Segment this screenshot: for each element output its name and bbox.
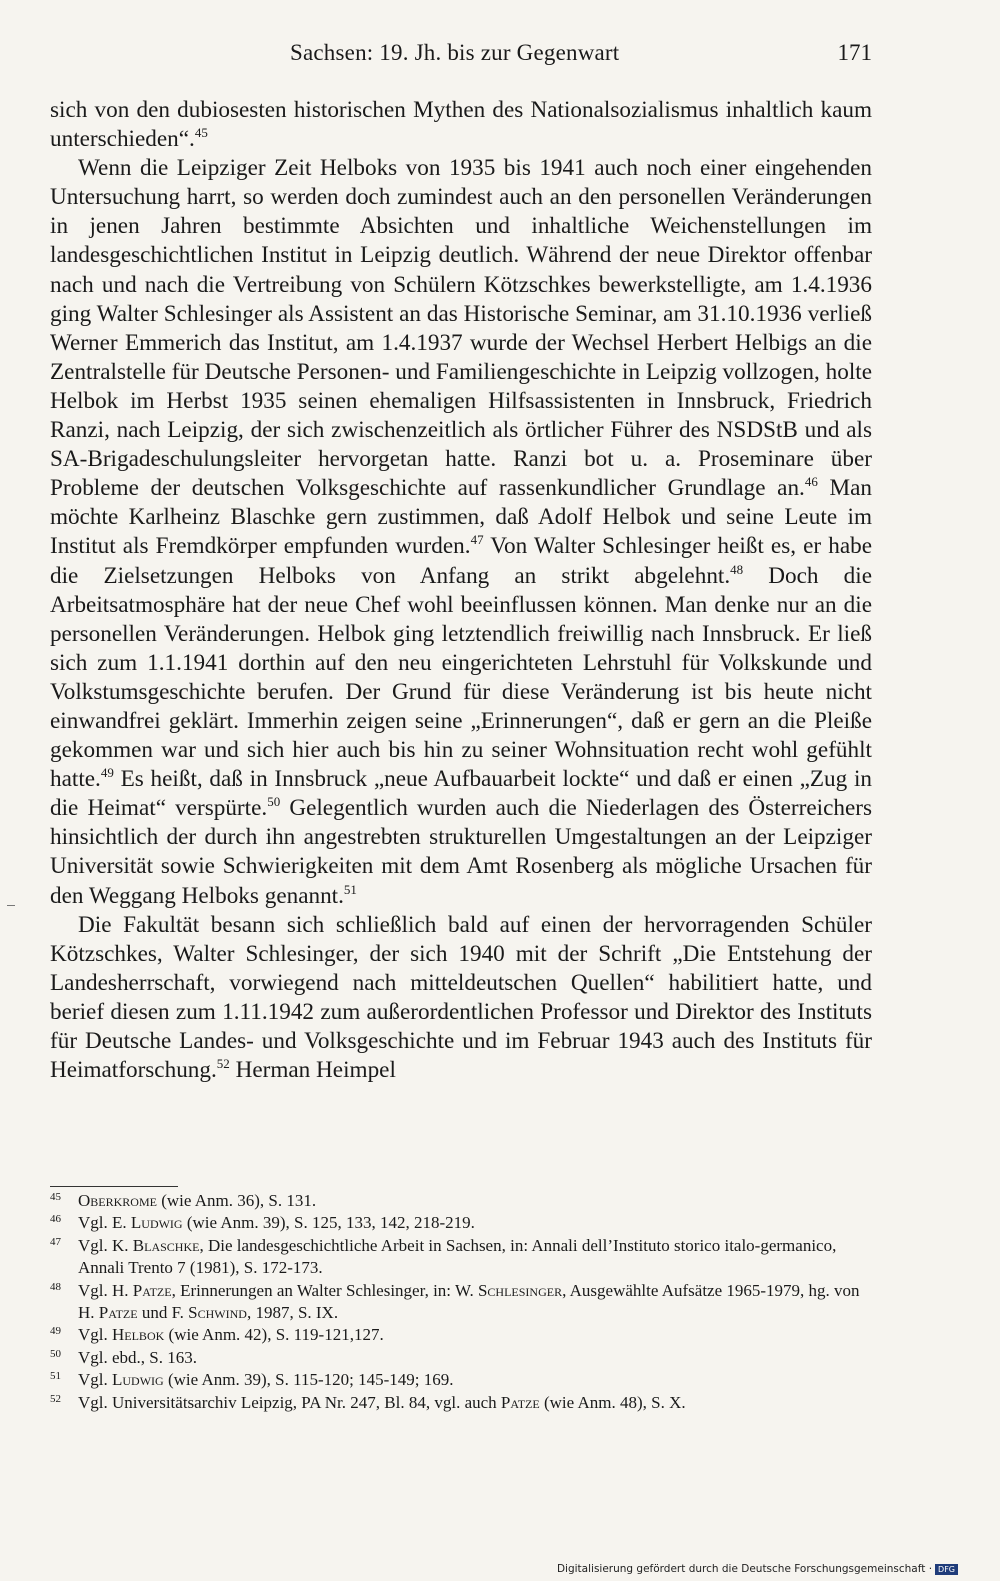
main-text	[50, 96, 872, 1085]
paragraph-1	[50, 96, 872, 154]
author-name: Patze	[132, 1280, 172, 1300]
scan-edge-mark	[7, 905, 15, 906]
footnote	[50, 1280, 872, 1325]
paragraph-3	[50, 911, 872, 1086]
footnote-ref[interactable]: 50	[267, 794, 281, 810]
footnote-text: Vgl.	[78, 1370, 112, 1390]
footnote-text: Vgl. E.	[78, 1213, 131, 1233]
running-header	[50, 40, 872, 76]
paragraph-text: Gelegentlich wurden auch die Niederlagen des Österreichers hinsichtlich der durch ihn angestrebten strukturellen Umgestaltungen an der Leipziger Universität sowie Schwierigkeiten mit dem Amt Rosenberg als mögliche Ursachen für den Weggang Helboks genannt.	[50, 795, 872, 909]
footnote-text: Vgl. H.	[78, 1280, 133, 1300]
footnote	[50, 1369, 872, 1391]
author-name: Ludwig	[130, 1213, 183, 1233]
author-name: Schlesinger	[477, 1280, 563, 1300]
footnote-text: , Erinnerungen an Walter Schlesinger, in: W.	[171, 1280, 478, 1300]
footnote	[50, 1235, 872, 1280]
credit-text: Digitalisierung gefördert durch die Deutsche Forschungsgemeinschaft ·	[556, 1563, 933, 1575]
digitization-credit	[557, 1563, 958, 1575]
footnote	[50, 1212, 872, 1234]
footnote-ref[interactable]: 48	[730, 561, 744, 577]
footnote-text: , Die landesgeschichtliche Arbeit in Sachsen, in: Annali dell’Instituto storico italo-germanico, Annali Trento 7 (1981), S. 172-173.	[78, 1235, 837, 1278]
footnote	[50, 1324, 872, 1346]
footnote-text: Vgl. ebd., S. 163.	[78, 1347, 197, 1367]
author-name: Oberkrome	[78, 1191, 157, 1210]
footnote-ref[interactable]: 46	[804, 474, 818, 490]
paragraph-text: Doch die Arbeitsatmosphäre hat der neue Chef wohl beeinflussen können. Man denke nur an die personellen Veränderungen. Helbok ging letztendlich freiwillig nach Innsbruck. Er ließ sich zum 1.1.1941 dorthin auf den neu eingerichteten Lehrstuhl für Volkskunde und Volkstumsgeschichte berufen. Der Grund für diese Veränderung ist bis heute nicht einwandfrei geklärt. Immerhin zeigen seine „Erinnerungen“, daß er gern an die Pleiße gekommen war und sich hier auch bis hin zu seiner Wohnsituation recht wohl gefühlt hatte.	[50, 562, 872, 793]
paragraph-text: Wenn die Leipziger Zeit Helboks von 1935 bis 1941 auch noch einer eingehenden Untersuchung harrt, so werden doch zumindest auch an den personellen Veränderungen in jenen Jahren bestimmte Absichten und inhaltliche Weichenstellungen im landesgeschichtlichen Institut in Leipzig deutlich. Während der neue Direktor offenbar nach und nach die Vertreibung von Schülern Kötzschkes bewerkstelligte, am 1.4.1936 ging Walter Schlesinger als Assistent an das Historische Seminar, am 31.10.1936 verließ Werner Emmerich das Institut, am 1.4.1937 wurde der Wechsel Herbert Helbigs an die Zentralstelle für Deutsche Personen- und Familiengeschichte in Leipzig vollzogen, holte Helbok im Herbst 1935 seinen ehemaligen Hilfsassistenten in Innsbruck, Friedrich Ranzi, nach Leipzig, der sich zwischenzeitlich als örtlicher Führer des NSDStB und als SA-Brigadeschulungsleiter hervorgetan hatte. Ranzi bot u. a. Proseminare über Probleme der deutschen Volksgeschichte auf rassenkundlicher Grundlage an.	[50, 155, 872, 502]
author-name: Blaschke	[132, 1235, 200, 1255]
paragraph-text: sich von den dubiosesten historischen Mythen des Nationalsozialismus inhaltlich kaum unterschieden“.	[50, 97, 872, 153]
footnote-number: 52	[50, 1392, 61, 1405]
footnote	[50, 1190, 872, 1212]
author-name: Schwind	[188, 1303, 247, 1323]
footnote-text: Vgl. K.	[78, 1235, 133, 1255]
footnote-ref[interactable]: 51	[343, 881, 357, 897]
author-name: Patze	[500, 1392, 540, 1412]
footnote-text: Vgl. Universitätsarchiv Leipzig, PA Nr. 247, Bl. 84, vgl. auch	[78, 1392, 501, 1412]
author-name: Ludwig	[112, 1370, 164, 1390]
footnote-number: 45	[50, 1191, 61, 1203]
footnote-number: 47	[50, 1235, 61, 1248]
footnote-number: 48	[50, 1280, 61, 1293]
running-title: Sachsen: 19. Jh. bis zur Gegenwart	[290, 40, 620, 65]
paragraph-text: Man möchte Karlheinz Blaschke gern zustimmen, daß Adolf Helbok und seine Leute im Institut als Fremdkörper empfunden wurden.	[50, 475, 872, 560]
paragraph-text: Herman Heimpel	[229, 1057, 396, 1084]
footnote-ref[interactable]: 45	[194, 125, 208, 141]
footnote-separator	[50, 1186, 178, 1187]
footnote-number: 46	[50, 1213, 61, 1226]
footnote-text: (wie Anm. 39), S. 125, 133, 142, 218-219.	[182, 1213, 475, 1233]
author-name: Patze	[98, 1303, 138, 1323]
footnote	[50, 1392, 872, 1414]
footnote-text: (wie Anm. 39), S. 115-120; 145-149; 169.	[163, 1370, 454, 1390]
footnote-ref[interactable]: 52	[216, 1056, 230, 1072]
footnote-text: (wie Anm. 42), S. 119-121,127.	[164, 1325, 384, 1345]
footnote-text: , 1987, S. IX.	[246, 1303, 339, 1323]
footnote-text: Vgl.	[78, 1325, 112, 1345]
footnote-text: (wie Anm. 48), S. X.	[539, 1392, 686, 1412]
footnote-text: , Ausgewählte Aufsätze 1965-1979, hg. von H.	[78, 1280, 860, 1323]
paragraph-text: Von Walter Schlesinger heißt es, er habe die Zielsetzungen Helboks von Anfang an strikt abgelehnt.	[50, 533, 873, 589]
footnote-text: (wie Anm. 36), S. 131.	[156, 1191, 317, 1210]
paragraph-text: Es heißt, daß in Innsbruck „neue Aufbauarbeit lockte“ und daß er einen „Zug in die Heimat“ verspürte.	[50, 766, 872, 822]
author-name: Helbok	[112, 1325, 165, 1345]
footnote-text: und F.	[137, 1303, 189, 1323]
page-number: 171	[837, 40, 872, 65]
footnote	[50, 1347, 872, 1369]
footnote-number: 51	[50, 1370, 61, 1383]
footnote-number: 49	[50, 1325, 61, 1338]
footnotes	[50, 1190, 872, 1414]
dfg-logo: DFG	[935, 1564, 958, 1575]
paragraph-2	[50, 154, 872, 910]
footnote-ref[interactable]: 49	[100, 765, 114, 781]
footnote-ref[interactable]: 47	[470, 532, 484, 548]
footnote-number: 50	[50, 1347, 61, 1360]
paragraph-text: Die Fakultät besann sich schließlich bald auf einen der hervorragenden Schüler Kötzschkes, Walter Schlesinger, der sich 1940 mit der Schrift „Die Entstehung der Landesherrschaft, vorwiegend nach mitteldeutschen Quellen“ habilitiert hatte, und berief diesen zum 1.11.1942 zum außerordentlichen Professor und Direktor des Instituts für Deutsche Landes- und Volksgeschichte und im Februar 1943 auch des Instituts für Heimatforschung.	[50, 911, 872, 1084]
